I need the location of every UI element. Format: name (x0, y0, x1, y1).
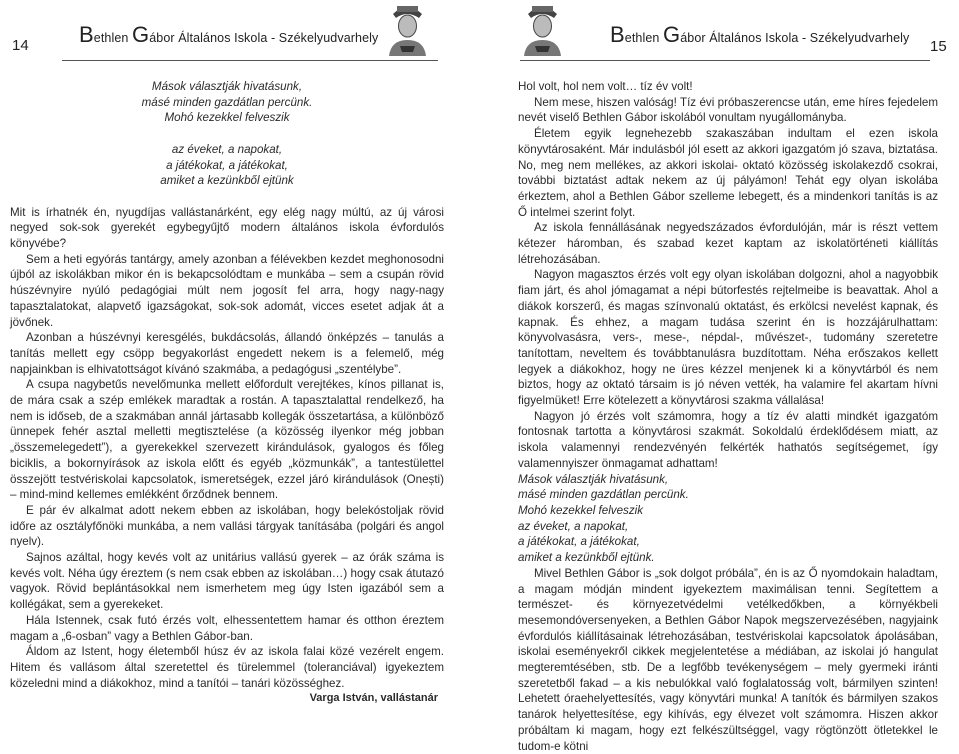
paragraph: Hála Istennek, csak futó érzés volt, elhessentettem hamar és otthon éreztem magam a „6-osban” vagy a Bethlen Gábor-ban. (10, 613, 444, 643)
paragraph: Az iskola fennállásának negyedszázados évfordulóján, már is részt vettem kétezer háromban, és szabad kezet kaptam az iskolatörténeti kiállítás létrehozásában. (518, 221, 938, 266)
left-page (0, 0, 479, 705)
page-header (480, 0, 959, 62)
header-rule (520, 60, 930, 61)
page-number: 15 (930, 38, 947, 55)
page-header (0, 0, 479, 62)
paragraph: Azonban a húszévnyi keresgélés, bukdácsolás, állandó önképzés – tanulás a tanítás mellett egy csöpp begyakorlást engedett nekem is a felemelő, még napjainkban is elhivatottságot kívánó szakmába, a pedagógusi „szentélybe”. (10, 331, 444, 376)
paragraph: Mivel Bethlen Gábor is „sok dolgot próbála”, én is az Ő nyomdokain haladtam, a magam módján mindent igyekeztem maximálisan tenni. Segítettem a természet- és környezetvédelmi vetélkedőkben, a környékbeli mesemondóversenyeken, a Bethlen Gábor Napok megszervezésében, nagyjaink évfordulós kiállításainak létrehozásában, testvériskolai kapcsolatok ápolásában, iskolai eseményekről cikkek megjelentetése a médiában, az iskolai jó hangulat megteremtésében, stb. De a legfőbb tevékenységem – mely gyermeki iránti szeretetből fakad – a kis nebulókkal való foglalatosság volt, bármilyen szinten! Lehetett óraehelyettesítés, vagy könyvtári munka! A tanítók és bármilyen szakos tanárok helyettesítése, egy kihívás, egy élvezet volt számomra. Hiszen akkor próbáltam ki magam, hogy ezt felkészültséggel, vagy rögtönzött ötletekkel le tudom-e kötni (518, 566, 938, 753)
paragraph: Nagyon magasztos érzés volt egy olyan iskolában dolgozni, ahol a nagyobbik fiam járt, és ahol jómagamat a népi bútorfestés rejtelmeibe is beavattak. Ahol a diákok korszerű, és magas színvonalú oktatást, és erkölcsi nevelést kapnak, és kapnak. És ehhez, a magam tudása szerint én is hozzájárulhattam: könyvolvasásra, vers-, mese-, népdal-, művészet-, tudomány szeretetre tanítottam, neveltem és továbbtanulásra buzdítottam. Néha erőszakos kellett legyek a diákokhoz, hogy ne üres kézzel menjenek ki a könyvtárból és nem biztos, hogy az oktató társaim is jó néven vették, ha valamire fel akartam hívni figyelmüket! Erre kötelezett a könyvtárosi szakma vállalása! (518, 268, 938, 408)
paragraph: Nagyon jó érzés volt számomra, hogy a tíz év alatti mindkét igazgatóm fontosnak tartotta a könyvtárosi szakmát. Sokoldalú érdeklődésem miatt, az iskola valamennyi rendezvényén felkérték hathatós segítségemet, így valamennyiszer önmagamat adhattam! (518, 409, 938, 470)
article-body (518, 79, 938, 754)
paragraph: E pár év alkalmat adott nekem ebben az iskolában, hogy belekóstoljak rövid időre az osztályfőnöki munkába, a nem vallási tárgyak tanításába (polgári és angol nyelv). (10, 503, 444, 549)
school-crest-icon (385, 2, 430, 56)
page-number: 14 (12, 37, 29, 54)
poem: Mások választják hivatásunk, másé minden gazdátlan percünk. Mohó kezekkel felveszik az éveket, a napokat, a játékokat, a játékokat, amiket a kezünkből ejtünk. (518, 472, 689, 565)
paragraph: Életem egyik legnehezebb szakaszában indultam el ezen iskola könyvtárosaként. Már indulásból jól esett az akkori igazgatóm jó szava, biztatása. No, meg nem mellékes, az akkori iskolai- oktató közösség iskolakezdő csokrai, további biztatást adtak nekem az új pályámon! Tehát egy olyan iskolába érkeztem, ahol a Bethlen Gábor szelleme lebegett, és a mindenkori tanítás is az Ő intelmei szerint folyt. (518, 127, 938, 219)
paragraph: Áldom az Istent, hogy életemből húsz év az iskola falai közé vezérelt engem. Hitem és vallásom által szeretettel és türelemmel (toleranciával) igyekeztem közeledni mind a diákokhoz, mind a tanítói – tanári közösséghez. (10, 645, 444, 690)
signature: Varga István, vallástanár (309, 692, 438, 705)
header-title: Bethlen Gábor Általános Iskola - Székelyudvarhely (79, 22, 379, 47)
school-crest-icon (520, 2, 565, 56)
poem-stanza-1: Mások választják hivatásunk, másé minden gazdátlan percünk. Mohó kezekkel felveszik (141, 80, 313, 125)
poem-stanza-2: az éveket, a napokat, a játékokat, a játékokat, amiket a kezünkből ejtünk (160, 142, 294, 188)
header-title: Bethlen Gábor Általános Iskola - Székelyudvarhely (610, 22, 910, 47)
paragraph: Sajnos azáltal, hogy kevés volt az unitárius vallású gyerek – az órák száma is kevés volt. Néha úgy éreztem (s nem csak ebben az iskolában…) hogy csak átutazó vagyok. Rövid beplántásokkal nem ismerhetem meg úgy Isten igazából sem a kollégákat, sem a gyerekeket. (10, 551, 444, 612)
paragraph: Sem a heti egyórás tantárgy, amely azonban a félévekben kezdet meghonosodni újból az iskolákban mikor én is bekapcsolódtam e munkába – sem a csupán rövid húszévnyire nyúló pedagógiai múlt nem jogosít fel arra, hogy nagy-nagy tapasztalatokat, alapvető igazságokat, sok-sok adomát, vicces esetet adjak át a jövőnek. (10, 252, 444, 329)
paragraph: A csupa nagybetűs nevelőmunka mellett előfordult verejtékes, kínos pillanat is, de mára csak a szép emlékek maradtak a rostán. A tapasztalattal rendelkező, ha nem is időseb, de a szakmában annál jártasabb kollegák összetartása, a különböző ünnepek fehér asztal melletti megtisztelése (a közösség ilyenkor még jobban „összemelegedett”), a gyerekekkel szervezett kirándulások, gyalogos és főleg biciklis, a bokornyírások az iskola előtt és egyéb „közmunkák”, a tantestülettel összejött testvériskolai kapcsolatok, ismeretségek, ezzel járó kirándulások (Onești) – mind-mind kellemes emlékként őrződnek bennem. (10, 378, 444, 502)
right-page (480, 0, 959, 753)
paragraph: Hol volt, hol nem volt… tíz év volt! (518, 80, 693, 93)
header-rule (62, 60, 438, 61)
paragraph: Mit is írhatnék én, nyugdíjas vallástanárként, egy elég nagy múltú, az új városi negyed sok-sok gyerekét egybegyűjtő modern általános iskola évfordulós könyvébe? (10, 205, 444, 250)
paragraph: Nem mese, hiszen valóság! Tíz évi próbaszerencse után, eme híres fejedelem nevét viselő Bethlen Gábor iskolából vonultam nyugállományba. (518, 95, 938, 125)
article-body (10, 79, 444, 707)
